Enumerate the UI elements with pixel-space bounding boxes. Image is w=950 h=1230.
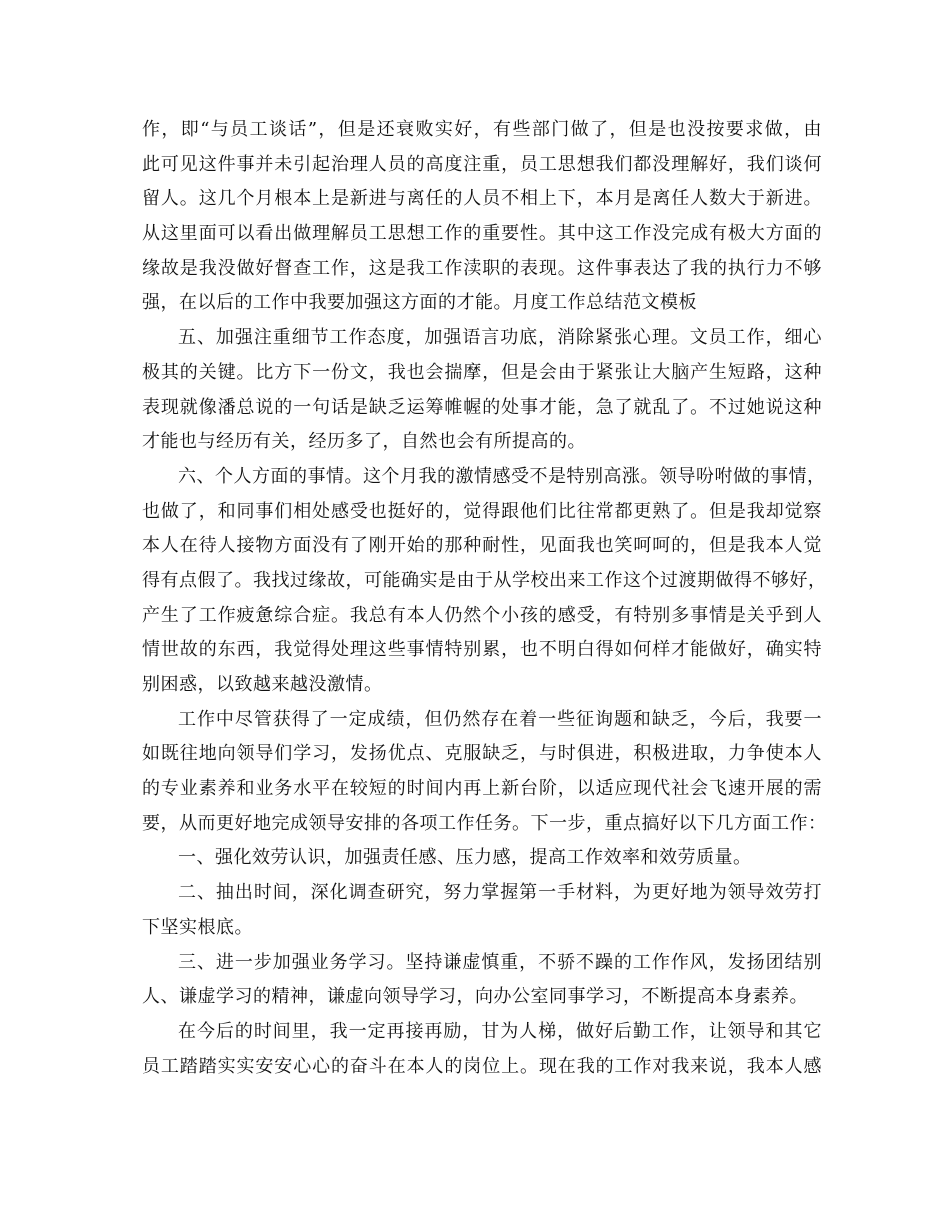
text-line: 工作中尽管获得了一定成绩，但仍然存在着一些征询题和缺乏，今后，我要一 (178, 708, 822, 730)
text-line: 缘故是我没做好督查工作，这是我工作渎职的表现。这件事表达了我的执行力不够 (142, 257, 822, 279)
text-line: 极其的关键。比方下一份文，我也会揣摩，但是会由于紧张让大脑产生短路，这种 (142, 361, 822, 383)
text-line: 的专业素养和业务水平在较短的时间内再上新台阶，以适应现代社会飞速开展的需 (142, 778, 822, 800)
text-line: 六、个人方面的事情。这个月我的激情感受不是特别高涨。领导吩咐做的事情， (178, 465, 826, 487)
text-line: 强，在以后的工作中我要加强这方面的才能。月度工作总结范文模板 (142, 292, 697, 314)
text-line: 情世故的东西，我觉得处理这些事情特别累，也不明白得如何样才能做好，确实特 (142, 639, 822, 661)
text-line: 得有点假了。我找过缘故，可能确实是由于从学校出来工作这个过渡期做得不够好， (142, 569, 827, 591)
text-line: 产生了工作疲惫综合症。我总有本人仍然个小孩的感受，有特别多事情是关乎到人 (142, 604, 822, 626)
text-line: 从这里面可以看出做理解员工思想工作的重要性。其中这工作没完成有极大方面的 (142, 223, 822, 245)
text-line: 表现就像潘总说的一句话是缺乏运筹帷幄的处事才能，急了就乱了。不过她说这种 (142, 396, 822, 418)
text-line: 下坚实根底。 (142, 916, 253, 938)
text-line: 才能也与经历有关，经历多了，自然也会有所提高的。 (142, 431, 586, 453)
text-line: 二、抽出时间，深化调查研究，努力掌握第一手材料，为更好地为领导效劳打 (178, 882, 822, 904)
text-line: 五、加强注重细节工作态度，加强语言功底，消除紧张心理。文员工作，细心 (178, 327, 822, 349)
text-line: 要，从而更好地完成领导安排的各项工作任务。下一步，重点搞好以下几方面工作： (142, 812, 827, 834)
document-page (142, 113, 827, 1084)
text-line: 留人。这几个月根本上是新进与离任的人员不相上下，本月是离任人数大于新进。 (142, 188, 822, 210)
text-line: 此可见这件事并未引起治理人员的高度注重，员工思想我们都没理解好，我们谈何 (142, 153, 822, 175)
text-line: 别困惑，以致越来越没激情。 (142, 674, 383, 695)
text-line: 在今后的时间里，我一定再接再励，甘为人梯，做好后勤工作，让领导和其它 (178, 1020, 822, 1042)
text-line: 三、进一步加强业务学习。坚持谦虚慎重，不骄不躁的工作作风，发扬团结别 (178, 951, 822, 973)
text-line: 作，即“与员工谈话”，但是还衰败实好，有些部门做了，但是也没按要求做，由 (142, 119, 822, 140)
text-line: 一、强化效劳认识，加强责任感、压力感，提高工作效率和效劳质量。 (178, 847, 752, 869)
text-line: 员工踏踏实实安安心心的奋斗在本人的岗位上。现在我的工作对我来说，我本人感 (142, 1055, 822, 1077)
text-line: 本人在待人接物方面没有了刚开始的那种耐性，见面我也笑呵呵的，但是我本人觉 (142, 535, 822, 557)
text-line: 人、谦虚学习的精神，谦虚向领导学习，向办公室同事学习，不断提高本身素养。 (142, 986, 808, 1008)
text-line: 也做了，和同事们相处感受也挺好的，觉得跟他们比往常都更熟了。但是我却觉察 (142, 500, 822, 522)
text-line: 如既往地向领导们学习，发扬优点、克服缺乏，与时俱进，积极进取，力争使本人 (142, 743, 822, 765)
